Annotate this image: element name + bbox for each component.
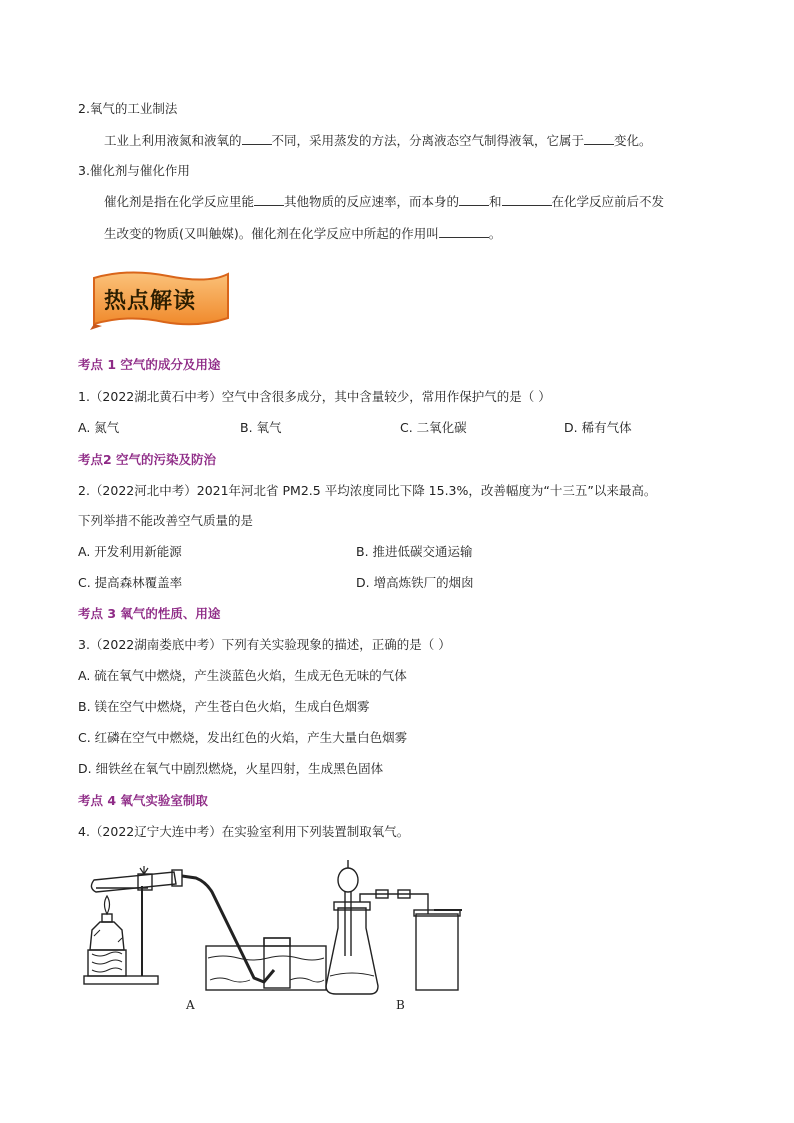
hotspot-banner <box>88 268 234 330</box>
topic-label-2: 考点2 空气的污染及防治 <box>78 452 217 467</box>
text-part: 在化学反应前后不发 <box>551 194 665 209</box>
apparatus-b <box>326 860 462 994</box>
figure-label-b: B <box>396 998 405 1012</box>
option-1d: D. 稀有气体 <box>564 420 632 435</box>
paragraph-catalyst-line1 <box>104 193 664 211</box>
text-part: 催化剂是指在化学反应里能 <box>104 194 255 209</box>
question-1: 1.（2022湖北黄石中考）空气中含很多成分，其中含量较少，常用作保护气的是（ ） <box>78 389 551 404</box>
option-2d: D. 增高炼铁厂的烟囱 <box>356 575 474 590</box>
question-3: 3.（2022湖南娄底中考）下列有关实验现象的描述，正确的是（ ） <box>78 637 451 652</box>
text-part: 和 <box>489 194 502 209</box>
option-3d: D. 细铁丝在氧气中剧烈燃烧，火星四射，生成黑色固体 <box>78 761 384 776</box>
option-1c: C. 二氧化碳 <box>400 420 467 435</box>
paragraph-catalyst-line2 <box>104 225 501 243</box>
text-part: 变化。 <box>614 133 652 148</box>
option-1a: A. 氮气 <box>78 420 120 435</box>
option-1b: B. 氧气 <box>240 420 282 435</box>
text-part: 。 <box>488 226 502 241</box>
question-2: 2.（2022河北中考）2021年河北省 PM2.5 平均浓度同比下降 15.3%，改善幅度为“十三五”以来最高。 <box>78 483 657 498</box>
section-heading-industrial: 2.氧气的工业制法 <box>78 101 178 116</box>
apparatus-drawing <box>78 858 478 1018</box>
option-2b: B. 推进低碳交通运输 <box>356 544 473 559</box>
apparatus-diagram <box>78 858 478 1018</box>
blank-field <box>502 193 552 206</box>
banner-title: 热点解读 <box>104 289 197 314</box>
section-heading-catalyst: 3.催化剂与催化作用 <box>78 163 190 178</box>
text-part: 不同，采用蒸发的方法，分离液态空气制得液氧，它属于 <box>271 133 585 148</box>
blank-field <box>254 193 284 206</box>
blank-field <box>242 132 272 145</box>
question-4: 4.（2022辽宁大连中考）在实验室利用下列装置制取氧气。 <box>78 824 410 839</box>
option-2a: A. 开发利用新能源 <box>78 544 182 559</box>
paragraph-industrial <box>104 132 652 150</box>
text-part: 生改变的物质(又叫触媒)。催化剂在化学反应中所起的作用叫 <box>104 226 439 241</box>
option-3c: C. 红磷在空气中燃烧，发出红色的火焰，产生大量白色烟雾 <box>78 730 408 745</box>
topic-label-3: 考点 3 氧气的性质、用途 <box>78 606 221 621</box>
option-3a: A. 硫在氧气中燃烧，产生淡蓝色火焰，生成无色无味的气体 <box>78 668 407 683</box>
blank-field <box>439 225 489 238</box>
topic-label-4: 考点 4 氧气实验室制取 <box>78 793 208 808</box>
option-3b: B. 镁在空气中燃烧，产生苍白色火焰，生成白色烟雾 <box>78 699 370 714</box>
text-part: 工业上利用液氮和液氧的 <box>104 133 242 148</box>
text-part: 其他物质的反应速率，而本身的 <box>284 194 460 209</box>
blank-field <box>459 193 489 206</box>
figure-label-a: A <box>186 998 195 1012</box>
blank-field <box>584 132 614 145</box>
apparatus-a <box>84 866 326 990</box>
topic-label-1: 考点 1 空气的成分及用途 <box>78 357 221 372</box>
question-2-line2: 下列举措不能改善空气质量的是 <box>78 513 254 528</box>
option-2c: C. 提高森林覆盖率 <box>78 575 183 590</box>
